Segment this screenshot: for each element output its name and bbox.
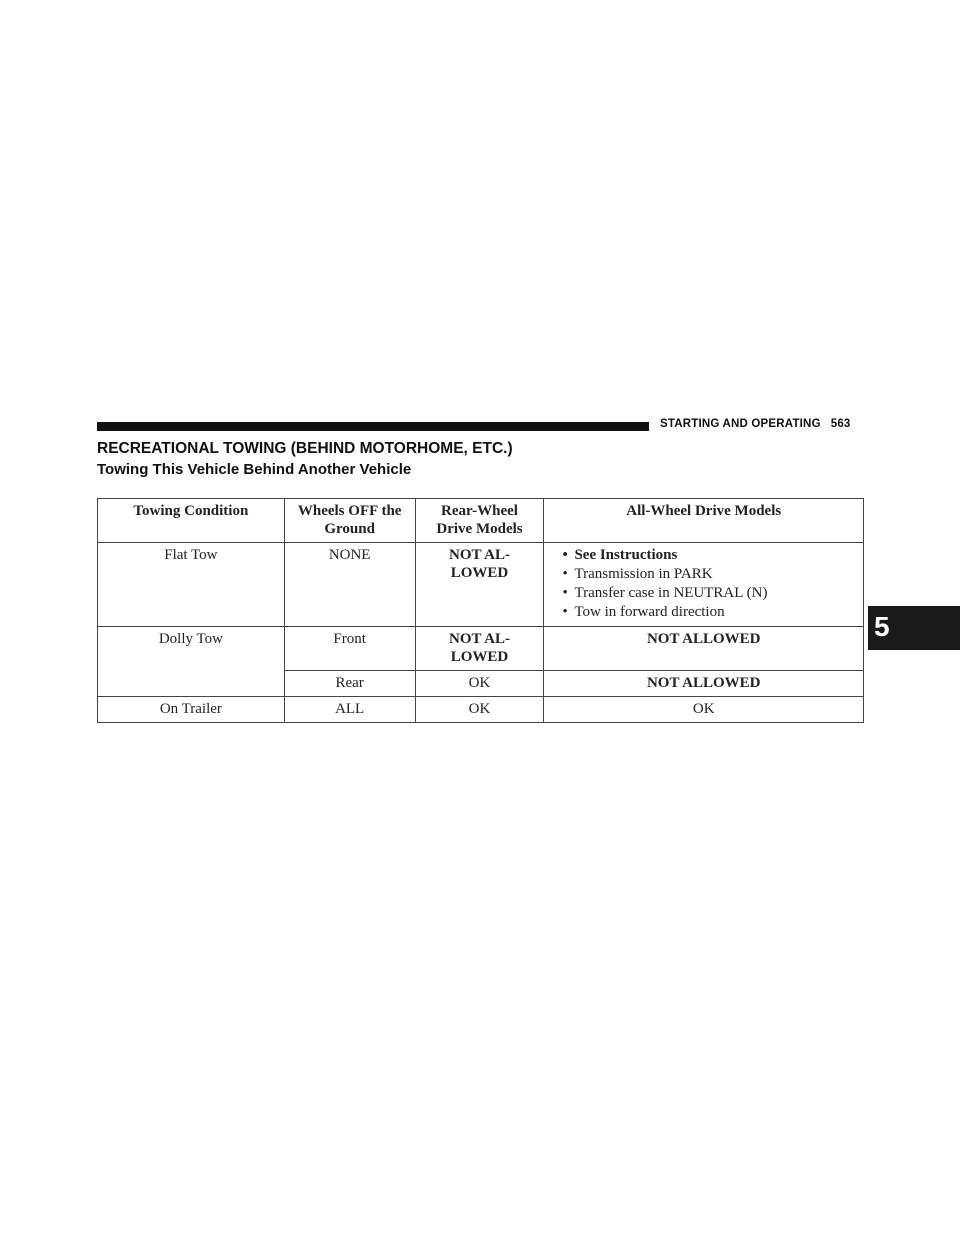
towing-table — [97, 498, 864, 723]
cell-dolly-rear-wheels: Rear — [284, 671, 415, 697]
cell-dolly-front-wheels: Front — [284, 627, 415, 671]
chapter-number: 5 — [874, 611, 890, 642]
header-wheels-line1: Wheels OFF the — [297, 503, 402, 519]
cell-dolly-front-rwd — [415, 627, 544, 671]
header-rwd — [415, 499, 544, 543]
rwd-line2: LOWED — [450, 649, 509, 665]
list-item: • Transfer case in NEUTRAL (N) — [562, 584, 857, 603]
section-subtitle: Towing This Vehicle Behind Another Vehicle — [97, 461, 412, 478]
cell-on-trailer-awd: OK — [544, 697, 864, 723]
cell-on-trailer-wheels: ALL — [284, 697, 415, 723]
cell-flat-tow-wheels: NONE — [284, 543, 415, 627]
page-title: RECREATIONAL TOWING (BEHIND MOTORHOME, ETC.) — [97, 440, 513, 457]
running-header — [660, 418, 851, 430]
list-item: • Tow in forward direction — [562, 603, 857, 622]
header-rwd-line2: Drive Models — [436, 521, 523, 537]
cell-dolly-front-awd: NOT ALLOWED — [544, 627, 864, 671]
rwd-line1: NOT AL- — [449, 631, 510, 647]
page-number: 563 — [830, 418, 851, 430]
cell-flat-tow-rwd — [415, 543, 544, 627]
cell-on-trailer-rwd: OK — [415, 697, 544, 723]
header-rwd-line1: Rear-Wheel — [441, 503, 518, 519]
cell-dolly-tow: Dolly Tow — [98, 627, 285, 697]
cell-on-trailer: On Trailer — [98, 697, 285, 723]
header-towing-condition: Towing Condition — [98, 499, 285, 543]
rwd-line2: LOWED — [450, 565, 509, 581]
header-awd: All-Wheel Drive Models — [544, 499, 864, 543]
cell-flat-tow: Flat Tow — [98, 543, 285, 627]
table-row — [98, 543, 864, 627]
list-item: • See Instructions — [562, 546, 857, 565]
cell-dolly-rear-awd: NOT ALLOWED — [544, 671, 864, 697]
table-row — [98, 697, 864, 723]
cell-flat-tow-awd — [544, 543, 864, 627]
header-wheels-line2: Ground — [324, 521, 375, 537]
rwd-line1: NOT AL- — [449, 547, 510, 563]
section-title: STARTING AND OPERATING — [660, 418, 821, 430]
chapter-tab — [868, 606, 960, 650]
header-rule — [97, 422, 649, 431]
header-wheels-off — [284, 499, 415, 543]
cell-dolly-rear-rwd: OK — [415, 671, 544, 697]
table-row — [98, 627, 864, 671]
list-item: • Transmission in PARK — [562, 565, 857, 584]
table-header-row — [98, 499, 864, 543]
awd-instructions-list — [550, 546, 857, 622]
